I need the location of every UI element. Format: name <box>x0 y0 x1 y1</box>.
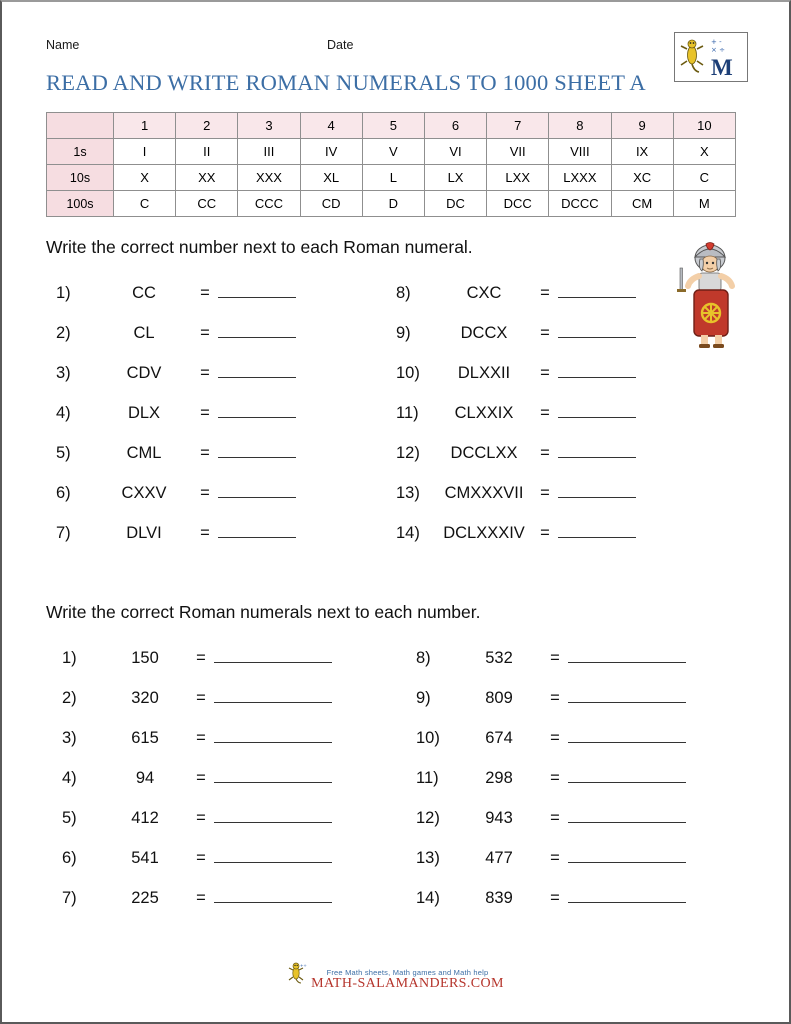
equals-sign: = <box>550 889 560 907</box>
problem-number: 2) <box>62 689 77 707</box>
answer-blank[interactable] <box>218 497 296 498</box>
answer-blank[interactable] <box>558 337 636 338</box>
svg-text:× ÷: × ÷ <box>711 46 725 54</box>
answer-blank[interactable] <box>214 662 332 663</box>
answer-blank[interactable] <box>214 782 332 783</box>
col-header-7: 7 <box>487 113 549 139</box>
footer-brand: MATH-SALAMANDERS.COM <box>311 976 504 991</box>
problem-item <box>396 524 636 543</box>
problem-value: 320 <box>131 689 159 707</box>
equals-sign: = <box>540 524 550 542</box>
equals-sign: = <box>550 849 560 867</box>
equals-sign: = <box>200 444 210 462</box>
worksheet-body <box>32 14 762 933</box>
problem-item <box>56 324 296 343</box>
svg-text:M: M <box>711 55 733 80</box>
col-header-4: 4 <box>300 113 362 139</box>
problem-value: DCCLXX <box>450 444 518 462</box>
equals-sign: = <box>196 809 206 827</box>
cell: XC <box>611 165 673 191</box>
answer-blank[interactable] <box>218 337 296 338</box>
footer-tagline: Free Math sheets, Math games and Math help <box>326 968 489 977</box>
problem-number: 3) <box>56 364 71 382</box>
problem-number: 7) <box>56 524 71 542</box>
problem-item <box>62 689 332 708</box>
equals-sign: = <box>196 849 206 867</box>
problem-item <box>416 689 686 708</box>
instruction-section-1: Write the correct number next to each Roman numeral. <box>46 237 473 257</box>
problem-item <box>416 889 686 908</box>
answer-blank[interactable] <box>568 822 686 823</box>
cell: III <box>238 139 300 165</box>
answer-blank[interactable] <box>214 702 332 703</box>
equals-sign: = <box>200 484 210 502</box>
problem-number: 4) <box>56 404 71 422</box>
problem-value: 298 <box>485 769 513 787</box>
worksheet-header <box>32 14 762 80</box>
cell: IX <box>611 139 673 165</box>
math-salamanders-logo-icon <box>674 32 748 82</box>
problem-item <box>396 284 636 303</box>
answer-blank[interactable] <box>218 377 296 378</box>
problem-value: 839 <box>485 889 513 907</box>
answer-blank[interactable] <box>568 782 686 783</box>
problem-number: 12) <box>416 809 440 827</box>
equals-sign: = <box>200 364 210 382</box>
problem-item <box>56 404 296 423</box>
problem-value: DLXXII <box>457 364 511 382</box>
salamander-artwork <box>287 960 309 984</box>
cell: X <box>673 139 735 165</box>
problem-value: CXC <box>466 284 502 302</box>
cell: DC <box>424 191 486 217</box>
svg-text:+÷: +÷ <box>300 963 307 968</box>
problem-number: 10) <box>416 729 440 747</box>
cell: D <box>362 191 424 217</box>
problem-item <box>416 769 686 788</box>
problem-number: 6) <box>56 484 71 502</box>
problem-item <box>56 364 296 383</box>
answer-blank[interactable] <box>558 297 636 298</box>
svg-text:+ -: + - <box>711 38 722 46</box>
cell: VI <box>424 139 486 165</box>
problem-value: DLVI <box>126 524 162 542</box>
equals-sign: = <box>550 689 560 707</box>
problem-value: CML <box>126 444 162 462</box>
cell: XL <box>300 165 362 191</box>
row-label-hundreds: 100s <box>47 191 114 217</box>
equals-sign: = <box>196 769 206 787</box>
col-header-2: 2 <box>176 113 238 139</box>
problem-number: 6) <box>62 849 77 867</box>
col-header-10: 10 <box>673 113 735 139</box>
problem-item <box>62 729 332 748</box>
cell: XX <box>176 165 238 191</box>
problem-number: 11) <box>396 404 419 422</box>
table-row <box>47 165 736 191</box>
problem-value: CDV <box>126 364 162 382</box>
roman-soldier-icon <box>672 242 750 350</box>
page-title: READ AND WRITE ROMAN NUMERALS TO 1000 SHEET A <box>46 70 646 95</box>
answer-blank[interactable] <box>568 862 686 863</box>
problem-value: CLXXIX <box>454 404 514 422</box>
problem-value: DLX <box>127 404 161 422</box>
cell: VII <box>487 139 549 165</box>
name-label: Name <box>46 38 80 52</box>
cell: X <box>114 165 176 191</box>
equals-sign: = <box>540 284 550 302</box>
table-row <box>47 191 736 217</box>
equals-sign: = <box>550 729 560 747</box>
answer-blank[interactable] <box>568 902 686 903</box>
problem-item <box>396 444 636 463</box>
answer-blank[interactable] <box>214 862 332 863</box>
problem-value: DCCX <box>460 324 508 342</box>
problem-value: DCLXXXIV <box>443 524 525 542</box>
problem-item <box>396 404 636 423</box>
cell: L <box>362 165 424 191</box>
problem-item <box>416 649 686 668</box>
col-header-1: 1 <box>114 113 176 139</box>
equals-sign: = <box>196 649 206 667</box>
row-label-ones: 1s <box>47 139 114 165</box>
problem-value: 541 <box>131 849 159 867</box>
problem-value: 674 <box>485 729 513 747</box>
cell: DCCC <box>549 191 611 217</box>
instruction-section-2: Write the correct Roman numerals next to each number. <box>46 602 481 622</box>
problem-value: 94 <box>135 769 155 787</box>
problem-item <box>62 769 332 788</box>
equals-sign: = <box>550 649 560 667</box>
equals-sign: = <box>540 364 550 382</box>
col-header-3: 3 <box>238 113 300 139</box>
problem-item <box>416 729 686 748</box>
col-header-5: 5 <box>362 113 424 139</box>
answer-blank[interactable] <box>214 822 332 823</box>
answer-blank[interactable] <box>558 417 636 418</box>
problem-number: 5) <box>62 809 77 827</box>
problem-number: 14) <box>396 524 420 542</box>
problem-value: CL <box>133 324 155 342</box>
problem-value: 225 <box>131 889 159 907</box>
problem-number: 9) <box>396 324 411 342</box>
cell: LXX <box>487 165 549 191</box>
col-header-8: 8 <box>549 113 611 139</box>
problem-value: 150 <box>131 649 159 667</box>
cell: IV <box>300 139 362 165</box>
equals-sign: = <box>540 324 550 342</box>
logo-artwork <box>675 33 747 81</box>
section-2-problems <box>46 633 762 933</box>
problem-number: 8) <box>396 284 411 302</box>
answer-blank[interactable] <box>568 742 686 743</box>
problem-item <box>56 444 296 463</box>
equals-sign: = <box>196 689 206 707</box>
cell: CD <box>300 191 362 217</box>
problem-value: 532 <box>485 649 513 667</box>
problem-number: 1) <box>62 649 77 667</box>
answer-blank[interactable] <box>214 902 332 903</box>
cell: C <box>114 191 176 217</box>
problem-number: 4) <box>62 769 77 787</box>
problem-number: 14) <box>416 889 440 907</box>
table-corner-cell <box>47 113 114 139</box>
problem-number: 12) <box>396 444 420 462</box>
problem-value: 412 <box>131 809 159 827</box>
answer-blank[interactable] <box>558 377 636 378</box>
cell: VIII <box>549 139 611 165</box>
cell: LXXX <box>549 165 611 191</box>
footer-brand-block <box>287 963 504 992</box>
cell: XXX <box>238 165 300 191</box>
problem-number: 13) <box>416 849 440 867</box>
problem-number: 11) <box>416 769 439 787</box>
cell: II <box>176 139 238 165</box>
answer-blank[interactable] <box>568 662 686 663</box>
table-row <box>47 139 736 165</box>
problem-item <box>396 484 636 503</box>
problem-number: 2) <box>56 324 71 342</box>
equals-sign: = <box>550 809 560 827</box>
equals-sign: = <box>200 404 210 422</box>
table-header-row <box>47 113 736 139</box>
problem-item <box>416 849 686 868</box>
equals-sign: = <box>196 889 206 907</box>
problem-item <box>56 284 296 303</box>
equals-sign: = <box>196 729 206 747</box>
equals-sign: = <box>200 284 210 302</box>
problem-number: 7) <box>62 889 77 907</box>
answer-blank[interactable] <box>218 457 296 458</box>
problem-number: 9) <box>416 689 431 707</box>
problem-number: 3) <box>62 729 77 747</box>
problem-number: 1) <box>56 284 71 302</box>
equals-sign: = <box>200 324 210 342</box>
problem-value: CMXXXVII <box>444 484 524 502</box>
problem-item <box>62 889 332 908</box>
problem-item <box>62 809 332 828</box>
salamander-icon <box>287 960 309 989</box>
cell: M <box>673 191 735 217</box>
answer-blank[interactable] <box>558 497 636 498</box>
problem-item <box>396 364 636 383</box>
problem-item <box>56 524 296 543</box>
answer-blank[interactable] <box>568 702 686 703</box>
equals-sign: = <box>540 404 550 422</box>
problem-item <box>416 809 686 828</box>
date-label: Date <box>327 38 354 52</box>
answer-blank[interactable] <box>558 457 636 458</box>
answer-blank[interactable] <box>218 417 296 418</box>
cell: V <box>362 139 424 165</box>
problem-value: CXXV <box>121 484 167 502</box>
problem-number: 13) <box>396 484 420 502</box>
col-header-9: 9 <box>611 113 673 139</box>
answer-blank[interactable] <box>558 537 636 538</box>
equals-sign: = <box>200 524 210 542</box>
cell: CCC <box>238 191 300 217</box>
answer-blank[interactable] <box>214 742 332 743</box>
problem-number: 5) <box>56 444 71 462</box>
roman-numeral-reference-table <box>46 112 736 217</box>
cell: CC <box>176 191 238 217</box>
row-label-tens: 10s <box>47 165 114 191</box>
equals-sign: = <box>540 484 550 502</box>
answer-blank[interactable] <box>218 537 296 538</box>
problem-number: 10) <box>396 364 420 382</box>
problem-value: CC <box>132 284 156 302</box>
cell: LX <box>424 165 486 191</box>
problem-value: 943 <box>485 809 513 827</box>
cell: DCC <box>487 191 549 217</box>
problem-item <box>62 849 332 868</box>
section-1-problems <box>46 268 762 568</box>
problem-item <box>56 484 296 503</box>
soldier-artwork <box>672 242 750 350</box>
problem-number: 8) <box>416 649 431 667</box>
answer-blank[interactable] <box>218 297 296 298</box>
cell: I <box>114 139 176 165</box>
cell: C <box>673 165 735 191</box>
problem-item <box>62 649 332 668</box>
footer <box>2 963 789 992</box>
problem-item <box>396 324 636 343</box>
cell: CM <box>611 191 673 217</box>
problem-value: 615 <box>131 729 159 747</box>
problem-value: 809 <box>485 689 513 707</box>
col-header-6: 6 <box>424 113 486 139</box>
problem-value: 477 <box>485 849 513 867</box>
equals-sign: = <box>540 444 550 462</box>
equals-sign: = <box>550 769 560 787</box>
